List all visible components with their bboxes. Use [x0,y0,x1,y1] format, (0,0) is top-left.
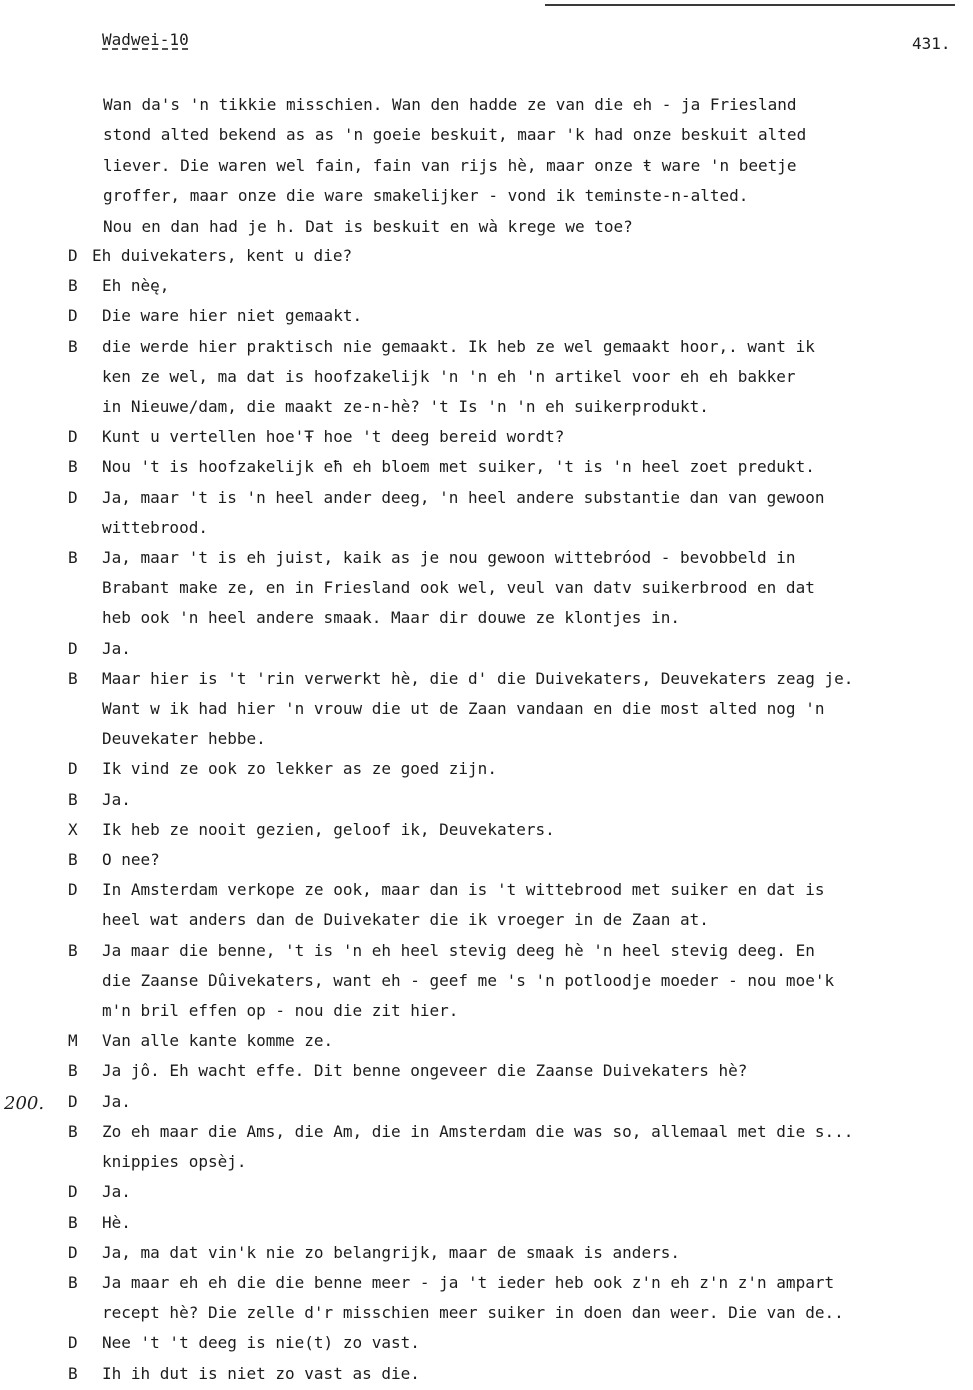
transcript-turn [0,664,973,755]
turn-text: Ja. [102,638,131,658]
transcript-turn [0,452,973,482]
speaker-label: X [68,819,78,839]
transcript-turn [0,422,973,452]
transcript-turn [0,785,973,815]
speaker-label: B [68,1121,78,1141]
speaker-label: B [68,668,78,688]
transcript-turn [0,936,973,1027]
speaker-label: B [68,276,78,296]
turn-text: Ja. [102,1091,131,1111]
intro-paragraph: Wan da's 'n tikkie misschien. Wan den hadde ze van die eh - ja Friesland stond alted bekend as as 'n goeie beskuit, maar 'k had onze beskuit alted liever. Die waren wel fain, fain van rijs hè, maar onze ŧ ware 'n beetje groffer, maar onze die ware smakelijker - vond ik teminste-n-alted. Nou en dan had je h. Dat is beskuit en wà krege we toe? [103,95,807,236]
transcript-turn [0,1087,973,1117]
transcript-turn [0,1208,973,1238]
turn-text: In Amsterdam verkope ze ook, maar dan is 't wittebrood met suiker en dat is heel wat anders dan de Duivekater die ik vroeger in de Zaan at. [102,880,825,930]
transcript-turn [0,845,973,875]
speaker-label: B [68,940,78,960]
transcript-turn [0,543,973,634]
turn-text: Zo eh maar die Ams, die Am, die in Amsterdam die was so, allemaal met die s... knippies opsèj. [102,1121,854,1172]
transcript-turn [0,634,973,664]
transcript-turn [0,271,973,301]
speaker-label: M [68,1031,78,1051]
speaker-label: B [68,336,78,356]
speaker-label: B [68,1212,78,1232]
transcript-turn [0,332,973,423]
transcript-turn [0,483,973,543]
turn-text: Ja maar eh eh die die benne meer - ja 't ieder heb ook z'n eh z'n z'n ampart recept hè? Die zelle d'r misschien meer suiker in doen dan weer. Die van de.. [102,1272,844,1323]
turn-text: Nou 't is hoofzakelijk eħ eh bloem met suiker, 't is 'n heel zoet predukt. [102,457,815,477]
speaker-label: B [68,789,78,809]
turn-text: Ja, maar 't is 'n heel ander deeg, 'n heel andere substantie dan van gewoon wittebrood. [102,487,825,537]
transcript-turn [0,875,973,935]
speaker-label: D [68,1242,78,1262]
speaker-label: D [68,487,78,507]
speaker-label: D [68,306,78,326]
transcript-turn [0,1117,973,1177]
speaker-label: D [68,1091,78,1111]
turn-text: Ja, ma dat vin'k nie zo belangrijk, maar de smaak is anders. [102,1242,680,1262]
page-number: 431. [912,34,951,53]
transcript-turn [0,1328,973,1358]
speaker-label: D [68,1182,78,1202]
speaker-label: D [68,1333,78,1353]
turn-text: Nee 't 't deeg is nie(t) zo vast. [102,1333,420,1353]
top-rule [545,4,955,6]
transcript-turn [0,301,973,331]
turn-text: Ih ih dut is niet zo vast as die. [102,1363,420,1383]
transcript-turn [0,241,973,271]
turn-text: Ja. [102,789,131,809]
turn-text: Ja. [102,1182,131,1202]
turn-text: Ja jô. Eh wacht effe. Dit benne ongeveer die Zaanse Duivekaters hè? [102,1061,748,1081]
speaker-label: B [68,548,78,568]
turn-text: Die ware hier niet gemaakt. [102,306,363,326]
speaker-label: D [68,246,78,265]
speaker-label: D [68,638,78,658]
transcript-turn [0,815,973,845]
transcript-turn [0,1238,973,1268]
turn-text: Eh nèę, [102,276,170,296]
transcript [0,241,973,1389]
turn-text: die werde hier praktisch nie gemaakt. Ik heb ze wel gemaakt hoor,. want ik ken ze wel, ma dat is hoofzakelijk 'n 'n eh 'n artikel voor eh eh bakker in Nieuwe/dam, die maakt ze-n-hè? 't Is 'n 'n eh suikerprodukt. [102,336,815,417]
transcript-turn [0,1359,973,1389]
document-title: Wadwei-10 [102,30,189,49]
transcript-turn [0,1056,973,1086]
speaker-label: B [68,1363,78,1383]
speaker-label: D [68,427,78,447]
turn-text: O nee? [102,850,160,870]
turn-text: Ik heb ze nooit gezien, geloof ik, Deuvekaters. [102,819,555,839]
handwritten-margin-note: 200. [4,1093,45,1114]
turn-text: Eh duivekaters, kent u die? [92,246,353,265]
turn-text: Kunt u vertellen hoe'Ŧ hoe 't deeg bereid wordt? [102,427,565,447]
speaker-label: B [68,1272,78,1292]
transcript-turn [0,1268,973,1328]
turn-text: Van alle kante komme ze. [102,1031,334,1051]
speaker-label: D [68,759,78,779]
turn-text: Hè. [102,1212,131,1232]
speaker-label: B [68,1061,78,1081]
transcript-turn [0,1177,973,1207]
transcript-turn [0,1026,973,1056]
turn-text: Ja, maar 't is eh juist, kaik as je nou gewoon wittebróod - bevobbeld in Brabant make ze, en in Friesland ook wel, veul van datv suikerbrood en dat heb ook 'n heel andere smaak. Maar dir douwe ze klontjes in. [102,548,815,628]
turn-text: Ik vind ze ook zo lekker as ze goed zijn. [102,759,497,779]
speaker-label: B [68,850,78,870]
turn-text: Ja maar die benne, 't is 'n eh heel stevig deeg hè 'n heel stevig deeg. En die Zaanse Dûivekaters, want eh - geef me 's 'n potloodje moeder - nou moe'k m'n bril effen op - nou die zit hier. [102,940,835,1021]
speaker-label: B [68,457,78,477]
turn-text: Maar hier is 't 'rin verwerkt hè, die d' die Duivekaters, Deuvekaters zeag je. Want w ik had hier 'n vrouw die ut de Zaan vandaan en die most alted nog 'n Deuvekater hebbe. [102,668,854,749]
transcript-turn [0,754,973,784]
speaker-label: D [68,880,78,900]
